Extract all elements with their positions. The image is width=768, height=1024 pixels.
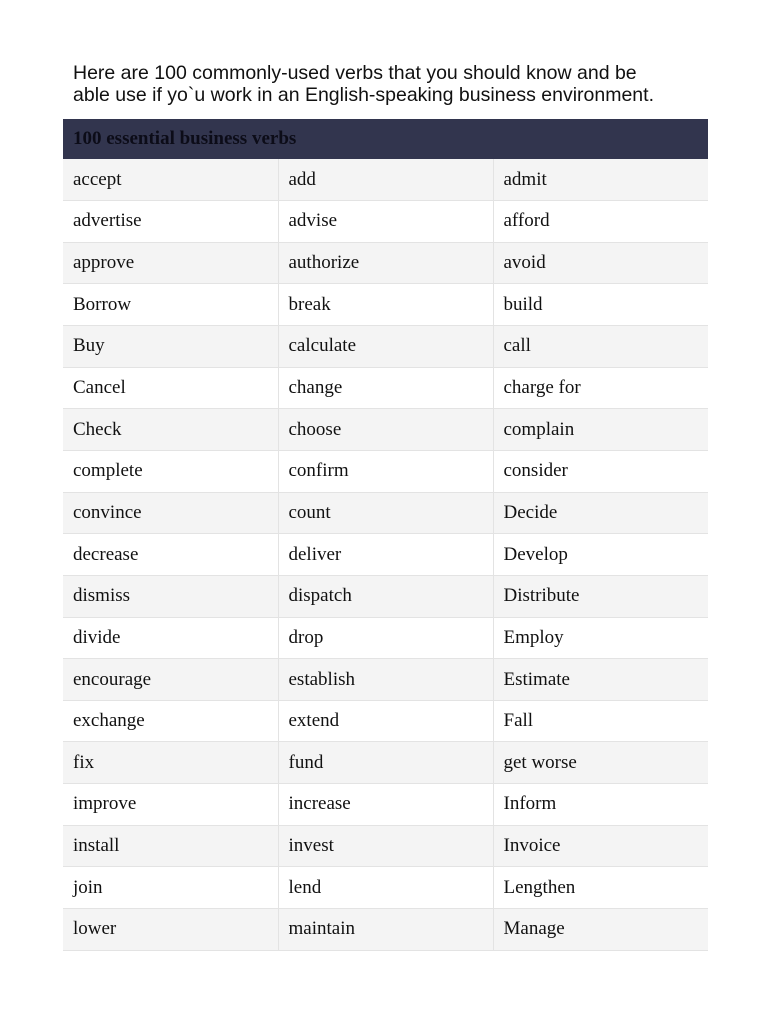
table-row	[63, 659, 708, 701]
verb-cell: fix	[63, 742, 278, 784]
intro-line-1: Here are 100 commonly-used verbs that you should know and be	[73, 62, 637, 84]
verb-cell: advise	[278, 201, 493, 243]
table-row	[63, 159, 708, 201]
verb-cell: dismiss	[63, 575, 278, 617]
table-body	[63, 159, 708, 950]
table-row	[63, 284, 708, 326]
verb-cell: Decide	[493, 492, 708, 534]
verb-cell: count	[278, 492, 493, 534]
verb-cell: Distribute	[493, 575, 708, 617]
verb-cell: Estimate	[493, 659, 708, 701]
verb-cell: Develop	[493, 534, 708, 576]
table-title: 100 essential business verbs	[63, 119, 708, 159]
verb-cell: confirm	[278, 450, 493, 492]
verb-cell: extend	[278, 700, 493, 742]
verb-cell: Fall	[493, 700, 708, 742]
verb-cell: avoid	[493, 242, 708, 284]
verb-cell: dispatch	[278, 575, 493, 617]
verb-cell: complain	[493, 409, 708, 451]
verb-cell: choose	[278, 409, 493, 451]
verb-cell: Buy	[63, 326, 278, 368]
verb-cell: get worse	[493, 742, 708, 784]
table-row	[63, 784, 708, 826]
verb-cell: install	[63, 825, 278, 867]
verb-cell: join	[63, 867, 278, 909]
verbs-table	[63, 119, 708, 951]
table-row	[63, 867, 708, 909]
verb-cell: break	[278, 284, 493, 326]
verb-cell: establish	[278, 659, 493, 701]
verb-cell: drop	[278, 617, 493, 659]
table-row	[63, 450, 708, 492]
verb-cell: approve	[63, 242, 278, 284]
verb-cell: deliver	[278, 534, 493, 576]
verb-cell: calculate	[278, 326, 493, 368]
verb-cell: lend	[278, 867, 493, 909]
intro-line-2: able use if yo`u work in an English-speaking business environment.	[73, 84, 654, 106]
table-row	[63, 201, 708, 243]
verb-cell: admit	[493, 159, 708, 201]
verb-cell: call	[493, 326, 708, 368]
verb-cell: Employ	[493, 617, 708, 659]
verb-cell: invest	[278, 825, 493, 867]
verb-cell: charge for	[493, 367, 708, 409]
verb-cell: Check	[63, 409, 278, 451]
verb-cell: convince	[63, 492, 278, 534]
verb-cell: lower	[63, 909, 278, 951]
verb-cell: accept	[63, 159, 278, 201]
table-row	[63, 575, 708, 617]
verb-cell: Inform	[493, 784, 708, 826]
verb-cell: maintain	[278, 909, 493, 951]
table-row	[63, 909, 708, 951]
verb-cell: build	[493, 284, 708, 326]
table-row	[63, 700, 708, 742]
verb-cell: advertise	[63, 201, 278, 243]
table-row	[63, 242, 708, 284]
verb-cell: afford	[493, 201, 708, 243]
table-row	[63, 617, 708, 659]
verb-cell: encourage	[63, 659, 278, 701]
verb-cell: decrease	[63, 534, 278, 576]
verb-cell: Invoice	[493, 825, 708, 867]
table-row	[63, 367, 708, 409]
verb-cell: divide	[63, 617, 278, 659]
verb-cell: improve	[63, 784, 278, 826]
verb-cell: increase	[278, 784, 493, 826]
verb-cell: fund	[278, 742, 493, 784]
table-header-row	[63, 119, 708, 159]
verb-cell: Borrow	[63, 284, 278, 326]
verb-cell: complete	[63, 450, 278, 492]
verb-cell: authorize	[278, 242, 493, 284]
table-row	[63, 326, 708, 368]
verb-cell: consider	[493, 450, 708, 492]
table-row	[63, 825, 708, 867]
verb-cell: exchange	[63, 700, 278, 742]
table-row	[63, 742, 708, 784]
table-row	[63, 409, 708, 451]
verb-cell: change	[278, 367, 493, 409]
table-row	[63, 492, 708, 534]
verb-cell: add	[278, 159, 493, 201]
table-row	[63, 534, 708, 576]
intro-paragraph	[73, 62, 713, 106]
verb-cell: Cancel	[63, 367, 278, 409]
verb-cell: Manage	[493, 909, 708, 951]
verb-cell: Lengthen	[493, 867, 708, 909]
